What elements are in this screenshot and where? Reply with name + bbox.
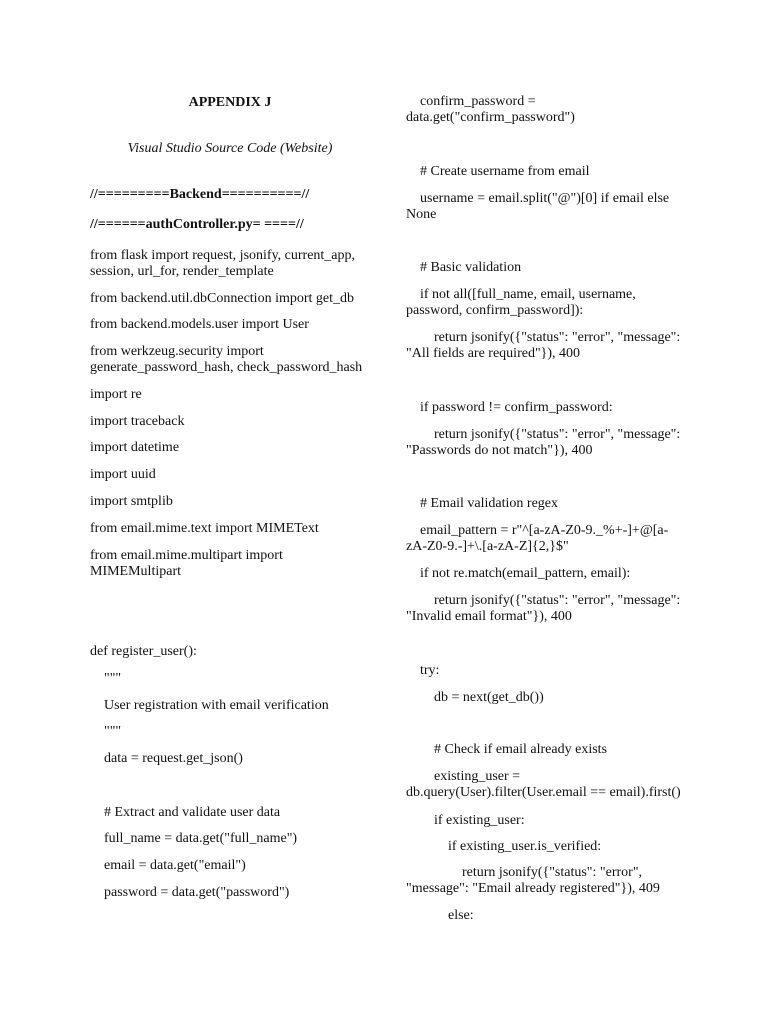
code-line: return jsonify({"status": "error", "message": "Passwords do not match"}), 400: [406, 427, 681, 458]
code-line: from backend.models.user import User: [90, 317, 309, 332]
code-line: import datetime: [90, 440, 180, 455]
code-line: if password != confirm_password:: [420, 400, 613, 415]
code-line: # Email validation regex: [420, 496, 559, 511]
code-line: data = request.get_json(): [104, 751, 243, 766]
code-line: """: [104, 724, 122, 739]
code-line: else:: [448, 908, 474, 923]
backend-section-header: //=========Backend==========//: [90, 187, 310, 202]
code-line: import smtplib: [90, 494, 173, 509]
code-line: return jsonify({"status": "error", "message": "Invalid email format"}), 400: [406, 593, 681, 624]
code-line: return jsonify({"status": "error", "message": "Email already registered"}), 409: [406, 865, 660, 896]
code-line: from backend.util.dbConnection import get_db: [90, 291, 355, 306]
code-line: password = data.get("password"): [104, 885, 290, 900]
code-line: if existing_user:: [434, 813, 525, 828]
code-line: username = email.split("@")[0] if email else None: [406, 191, 670, 222]
code-line: if existing_user.is_verified:: [448, 839, 602, 854]
code-line: from email.mime.multipart import MIMEMultipart: [90, 548, 283, 579]
code-line: try:: [420, 663, 440, 678]
code-line: from werkzeug.security import generate_password_hash, check_password_hash: [90, 344, 363, 375]
code-line: # Check if email already exists: [434, 742, 607, 757]
code-line: User registration with email verification: [104, 698, 329, 713]
code-line: def register_user():: [90, 644, 197, 659]
code-line: confirm_password = data.get("confirm_password"): [406, 94, 575, 125]
code-line: if not all([full_name, email, username, password, confirm_password]):: [406, 287, 636, 318]
code-line: email = data.get("email"): [104, 858, 246, 873]
code-line: # Create username from email: [420, 164, 590, 179]
code-line: from email.mime.text import MIMEText: [90, 521, 319, 536]
code-line: # Basic validation: [420, 260, 522, 275]
code-line: import re: [90, 387, 142, 402]
code-line: email_pattern = r"^[a-zA-Z0-9._%+-]+@[a-zA-Z0-9.-]+\.[a-zA-Z]{2,}$": [406, 523, 669, 554]
appendix-subtitle: Visual Studio Source Code (Website): [127, 141, 333, 156]
code-line: """: [104, 671, 122, 686]
code-line: full_name = data.get("full_name"): [104, 831, 298, 846]
appendix-title: APPENDIX J: [188, 95, 272, 110]
code-line: import uuid: [90, 467, 156, 482]
code-line: from flask import request, jsonify, current_app, session, url_for, render_template: [90, 248, 356, 279]
code-line: import traceback: [90, 414, 185, 429]
code-line: return jsonify({"status": "error", "message": "All fields are required"}), 400: [406, 330, 681, 361]
code-line: existing_user = db.query(User).filter(User.email == email).first(): [406, 769, 681, 800]
code-line: db = next(get_db()): [434, 690, 544, 705]
file-section-header: //======authController.py= ====//: [90, 217, 304, 232]
code-line: # Extract and validate user data: [104, 805, 281, 820]
code-line: if not re.match(email_pattern, email):: [420, 566, 631, 581]
